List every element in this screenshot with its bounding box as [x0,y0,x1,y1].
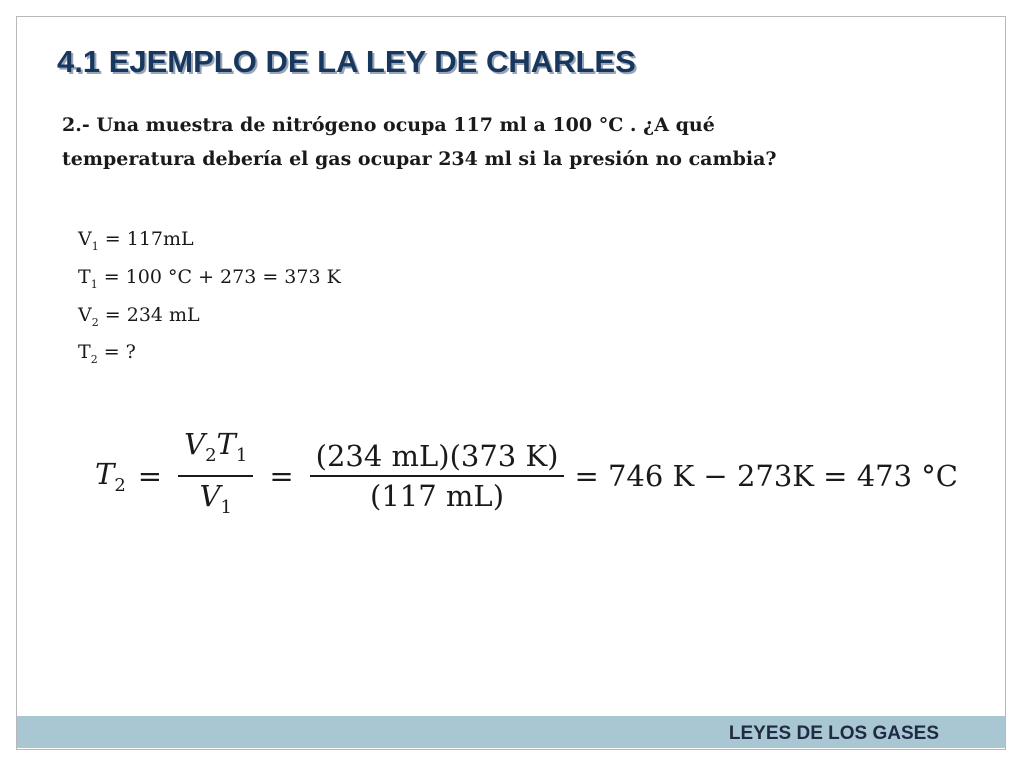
substituted-denominator: (117 mL) [370,479,505,513]
given-t1: $T_1 = 100$ °C + 273 = 373 K [78,265,341,291]
given-v2: $V_2 = 234$ mL [78,303,200,329]
charles-law-equation [95,426,958,526]
fraction-formula [178,425,253,527]
footer-label: LEYES DE LOS GASES [728,723,939,744]
problem-statement [62,108,962,176]
given-v1: $V_1 = 117mL$ [78,228,194,253]
formula-denominator: $V_1$ [199,479,232,518]
substituted-numerator: (234 mL)(373 K) [315,439,559,473]
footer-bar [17,716,1005,748]
problem-line-2: temperatura debería el gas ocupar 234 ml si la presión no cambia? [62,148,777,170]
fraction-substituted [310,437,565,515]
given-t2: $T_2$ = ? [78,341,136,367]
formula-numerator: $V_2T_1$ [184,427,248,466]
equals-sign: = [269,459,294,493]
given-values [78,224,341,375]
equals-sign: = [137,459,163,493]
equation-result: = 746 K − 273K = 473 °C [574,459,958,493]
equation-lhs: $T_2$ [95,456,126,496]
problem-line-1: 2.- Una muestra de nitrógeno ocupa 117 ml a 100 °C . ¿A qué [62,114,715,136]
slide-title: 4.1 EJEMPLO DE LA LEY DE CHARLES [57,44,636,79]
